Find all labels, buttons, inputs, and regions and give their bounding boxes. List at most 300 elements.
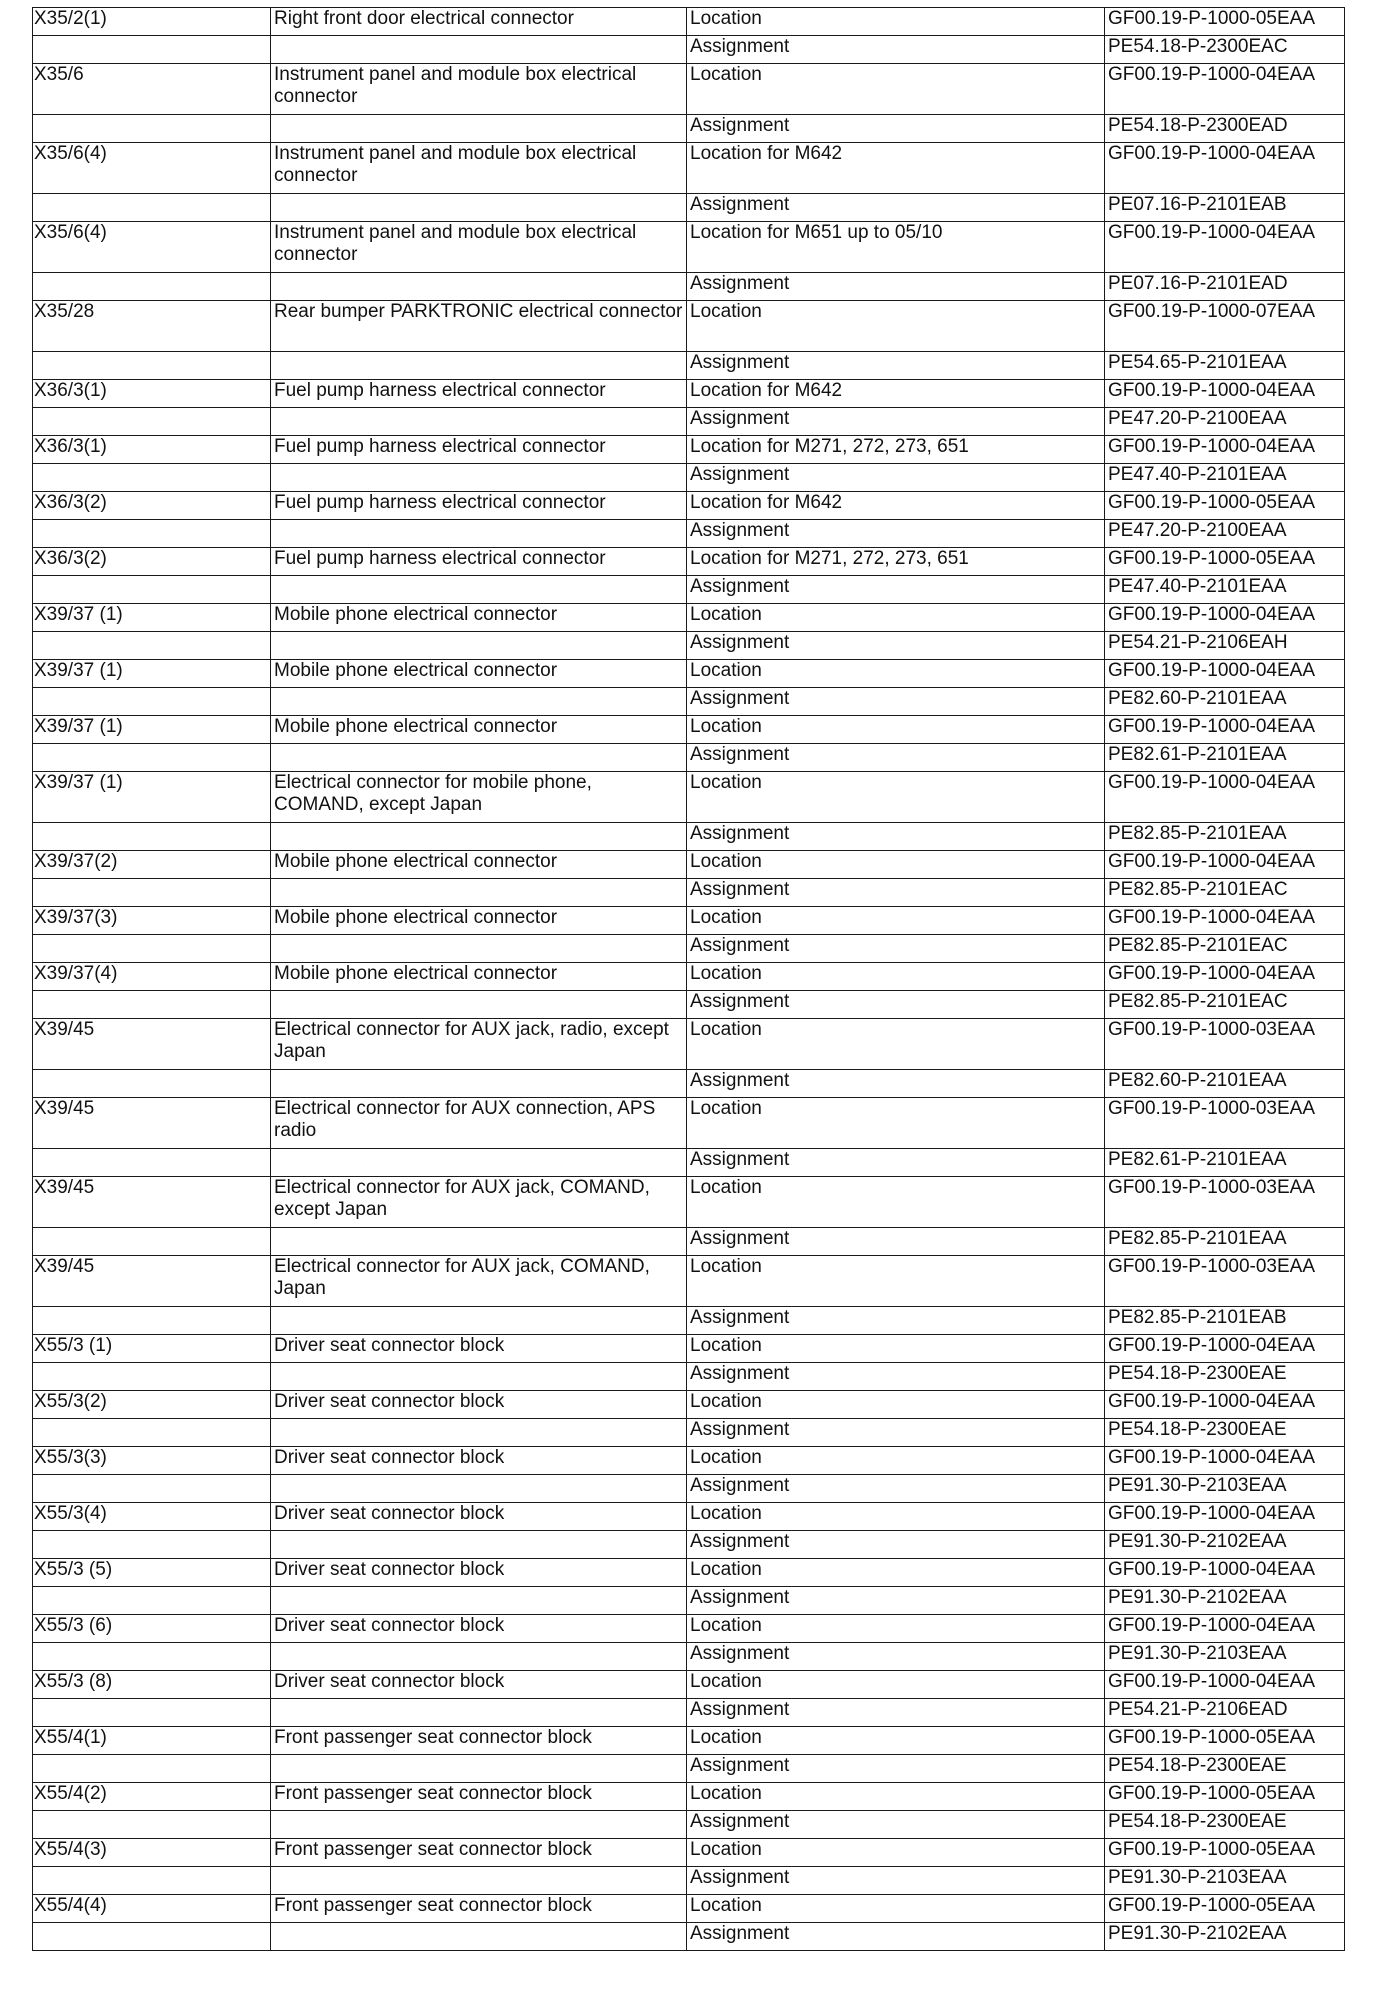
description-cell [271, 744, 687, 772]
component-code-cell: X39/45 [33, 1019, 271, 1070]
description-cell [271, 1307, 687, 1335]
component-code-cell [33, 879, 271, 907]
document-number-cell: GF00.19-P-1000-04EAA [1105, 143, 1345, 194]
component-code-cell: X55/3 (6) [33, 1615, 271, 1643]
document-number-cell: GF00.19-P-1000-04EAA [1105, 907, 1345, 935]
document-number-cell: PE54.21-P-2106EAD [1105, 1699, 1345, 1727]
description-cell [271, 352, 687, 380]
table-row [33, 1256, 1345, 1307]
description-cell: Fuel pump harness electrical connector [271, 436, 687, 464]
document-type-cell: Location [687, 1503, 1105, 1531]
component-code-cell: X39/37(3) [33, 907, 271, 935]
component-code-cell: X39/37 (1) [33, 772, 271, 823]
description-cell [271, 464, 687, 492]
document-number-cell: GF00.19-P-1000-05EAA [1105, 1839, 1345, 1867]
description-cell: Driver seat connector block [271, 1559, 687, 1587]
table-row [33, 660, 1345, 688]
description-cell [271, 520, 687, 548]
table-row [33, 1503, 1345, 1531]
document-number-cell: GF00.19-P-1000-05EAA [1105, 1783, 1345, 1811]
document-number-cell: GF00.19-P-1000-04EAA [1105, 604, 1345, 632]
description-cell: Instrument panel and module box electrical connector [271, 64, 687, 115]
table-row [33, 688, 1345, 716]
component-code-cell: X36/3(1) [33, 380, 271, 408]
table-row [33, 1363, 1345, 1391]
component-code-cell [33, 1811, 271, 1839]
description-cell [271, 408, 687, 436]
document-number-cell: GF00.19-P-1000-04EAA [1105, 1503, 1345, 1531]
description-cell [271, 1811, 687, 1839]
document-type-cell: Location for M651 up to 05/10 [687, 222, 1105, 273]
table-row [33, 1615, 1345, 1643]
component-code-cell: X39/37(2) [33, 851, 271, 879]
table-row [33, 115, 1345, 143]
component-code-cell [33, 688, 271, 716]
document-type-cell: Location [687, 1559, 1105, 1587]
description-cell: Front passenger seat connector block [271, 1895, 687, 1923]
component-code-cell [33, 744, 271, 772]
document-type-cell: Assignment [687, 1755, 1105, 1783]
description-cell [271, 1923, 687, 1951]
table-row [33, 436, 1345, 464]
description-cell: Mobile phone electrical connector [271, 660, 687, 688]
table-row [33, 604, 1345, 632]
document-number-cell: GF00.19-P-1000-03EAA [1105, 1177, 1345, 1228]
table-row [33, 1559, 1345, 1587]
description-cell [271, 1643, 687, 1671]
document-number-cell: PE54.18-P-2300EAE [1105, 1419, 1345, 1447]
document-type-cell: Assignment [687, 1531, 1105, 1559]
description-cell [271, 194, 687, 222]
description-cell: Instrument panel and module box electrical connector [271, 143, 687, 194]
table-row [33, 1727, 1345, 1755]
document-type-cell: Assignment [687, 632, 1105, 660]
document-number-cell: GF00.19-P-1000-05EAA [1105, 548, 1345, 576]
document-number-cell: PE82.85-P-2101EAC [1105, 879, 1345, 907]
document-number-cell: PE54.65-P-2101EAA [1105, 352, 1345, 380]
table-row [33, 1098, 1345, 1149]
table-row [33, 823, 1345, 851]
component-code-cell [33, 991, 271, 1019]
description-cell: Driver seat connector block [271, 1335, 687, 1363]
table-row [33, 1447, 1345, 1475]
table-row [33, 963, 1345, 991]
description-cell [271, 688, 687, 716]
component-code-cell: X55/3 (8) [33, 1671, 271, 1699]
document-number-cell: GF00.19-P-1000-04EAA [1105, 716, 1345, 744]
document-number-cell: GF00.19-P-1000-04EAA [1105, 222, 1345, 273]
document-type-cell: Location [687, 660, 1105, 688]
document-number-cell: GF00.19-P-1000-03EAA [1105, 1256, 1345, 1307]
description-cell [271, 1070, 687, 1098]
table-row [33, 273, 1345, 301]
table-row [33, 352, 1345, 380]
component-code-cell: X36/3(2) [33, 548, 271, 576]
component-code-cell: X35/28 [33, 301, 271, 352]
table-row [33, 1811, 1345, 1839]
description-cell: Front passenger seat connector block [271, 1727, 687, 1755]
document-number-cell: PE82.60-P-2101EAA [1105, 688, 1345, 716]
component-code-cell: X39/45 [33, 1177, 271, 1228]
description-cell [271, 1149, 687, 1177]
document-number-cell: PE07.16-P-2101EAD [1105, 273, 1345, 301]
description-cell: Mobile phone electrical connector [271, 907, 687, 935]
table-row [33, 1587, 1345, 1615]
document-number-cell: GF00.19-P-1000-05EAA [1105, 492, 1345, 520]
component-code-cell [33, 1643, 271, 1671]
description-cell: Electrical connector for AUX jack, COMAND, except Japan [271, 1177, 687, 1228]
description-cell [271, 991, 687, 1019]
document-number-cell: PE91.30-P-2102EAA [1105, 1923, 1345, 1951]
table-row [33, 1839, 1345, 1867]
table-row [33, 380, 1345, 408]
table-row [33, 1228, 1345, 1256]
document-type-cell: Location [687, 772, 1105, 823]
document-type-cell: Location [687, 1177, 1105, 1228]
document-type-cell: Location [687, 64, 1105, 115]
description-cell: Electrical connector for AUX connection, APS radio [271, 1098, 687, 1149]
description-cell [271, 1755, 687, 1783]
document-number-cell: GF00.19-P-1000-04EAA [1105, 380, 1345, 408]
component-code-cell: X55/4(2) [33, 1783, 271, 1811]
description-cell: Mobile phone electrical connector [271, 963, 687, 991]
document-number-cell: PE54.18-P-2300EAD [1105, 115, 1345, 143]
table-row [33, 1755, 1345, 1783]
component-code-cell [33, 1307, 271, 1335]
component-code-cell [33, 935, 271, 963]
component-code-cell [33, 520, 271, 548]
document-type-cell: Assignment [687, 520, 1105, 548]
document-type-cell: Assignment [687, 1070, 1105, 1098]
document-type-cell: Assignment [687, 879, 1105, 907]
document-number-cell: GF00.19-P-1000-04EAA [1105, 963, 1345, 991]
document-type-cell: Location for M271, 272, 273, 651 [687, 548, 1105, 576]
document-type-cell: Assignment [687, 991, 1105, 1019]
document-type-cell: Location [687, 1256, 1105, 1307]
document-type-cell: Location for M271, 272, 273, 651 [687, 436, 1105, 464]
table-row [33, 1895, 1345, 1923]
document-type-cell: Assignment [687, 823, 1105, 851]
description-cell: Electrical connector for mobile phone, COMAND, except Japan [271, 772, 687, 823]
document-type-cell: Location [687, 1391, 1105, 1419]
document-type-cell: Location [687, 1727, 1105, 1755]
description-cell [271, 1475, 687, 1503]
table-row [33, 1070, 1345, 1098]
document-number-cell: PE54.18-P-2300EAE [1105, 1363, 1345, 1391]
document-type-cell: Location [687, 301, 1105, 352]
document-number-cell: PE54.18-P-2300EAE [1105, 1811, 1345, 1839]
document-type-cell: Assignment [687, 576, 1105, 604]
document-type-cell: Location [687, 1098, 1105, 1149]
component-code-cell: X55/3 (1) [33, 1335, 271, 1363]
table-row [33, 1923, 1345, 1951]
component-code-cell: X39/45 [33, 1098, 271, 1149]
document-type-cell: Assignment [687, 408, 1105, 436]
description-cell: Mobile phone electrical connector [271, 604, 687, 632]
table-row [33, 1643, 1345, 1671]
component-code-cell: X39/37 (1) [33, 660, 271, 688]
table-row [33, 716, 1345, 744]
description-cell [271, 1419, 687, 1447]
component-code-cell [33, 194, 271, 222]
table-row [33, 1019, 1345, 1070]
document-type-cell: Assignment [687, 1867, 1105, 1895]
description-cell: Driver seat connector block [271, 1615, 687, 1643]
document-type-cell: Assignment [687, 1923, 1105, 1951]
description-cell: Instrument panel and module box electrical connector [271, 222, 687, 273]
document-number-cell: PE82.61-P-2101EAA [1105, 744, 1345, 772]
component-code-cell: X39/45 [33, 1256, 271, 1307]
document-number-cell: GF00.19-P-1000-04EAA [1105, 1559, 1345, 1587]
component-code-cell: X36/3(1) [33, 436, 271, 464]
document-type-cell: Assignment [687, 1419, 1105, 1447]
document-number-cell: PE07.16-P-2101EAB [1105, 194, 1345, 222]
component-code-cell [33, 1587, 271, 1615]
document-number-cell: GF00.19-P-1000-03EAA [1105, 1098, 1345, 1149]
table-row [33, 632, 1345, 660]
component-code-cell [33, 36, 271, 64]
description-cell: Driver seat connector block [271, 1671, 687, 1699]
document-number-cell: GF00.19-P-1000-04EAA [1105, 1671, 1345, 1699]
table-row [33, 1149, 1345, 1177]
document-type-cell: Assignment [687, 115, 1105, 143]
description-cell: Front passenger seat connector block [271, 1839, 687, 1867]
component-code-cell: X55/3(4) [33, 1503, 271, 1531]
document-number-cell: GF00.19-P-1000-07EAA [1105, 301, 1345, 352]
description-cell [271, 935, 687, 963]
description-cell: Rear bumper PARKTRONIC electrical connector [271, 301, 687, 352]
description-cell [271, 1228, 687, 1256]
component-code-cell: X55/3(3) [33, 1447, 271, 1475]
document-type-cell: Assignment [687, 273, 1105, 301]
document-type-cell: Location [687, 851, 1105, 879]
table-row [33, 1391, 1345, 1419]
description-cell: Right front door electrical connector [271, 8, 687, 36]
document-type-cell: Location for M642 [687, 492, 1105, 520]
document-type-cell: Location [687, 1335, 1105, 1363]
description-cell [271, 1531, 687, 1559]
table-row [33, 851, 1345, 879]
component-code-cell: X35/6(4) [33, 143, 271, 194]
description-cell: Electrical connector for AUX jack, COMAND, Japan [271, 1256, 687, 1307]
component-code-cell [33, 1228, 271, 1256]
component-code-cell [33, 576, 271, 604]
table-row [33, 222, 1345, 273]
component-code-cell [33, 1531, 271, 1559]
component-code-cell [33, 1867, 271, 1895]
table-row [33, 1419, 1345, 1447]
document-type-cell: Assignment [687, 1587, 1105, 1615]
component-code-cell: X39/37 (1) [33, 716, 271, 744]
document-number-cell: PE82.85-P-2101EAC [1105, 935, 1345, 963]
table-row [33, 520, 1345, 548]
description-cell [271, 1867, 687, 1895]
document-number-cell: GF00.19-P-1000-04EAA [1105, 436, 1345, 464]
table-row [33, 8, 1345, 36]
table-row [33, 492, 1345, 520]
document-type-cell: Assignment [687, 1643, 1105, 1671]
description-cell: Front passenger seat connector block [271, 1783, 687, 1811]
description-cell: Mobile phone electrical connector [271, 851, 687, 879]
document-type-cell: Assignment [687, 1811, 1105, 1839]
component-code-cell: X55/4(4) [33, 1895, 271, 1923]
component-code-cell [33, 408, 271, 436]
table-row [33, 301, 1345, 352]
table-row [33, 1699, 1345, 1727]
document-type-cell: Assignment [687, 194, 1105, 222]
table-row [33, 1475, 1345, 1503]
component-code-cell: X55/3(2) [33, 1391, 271, 1419]
component-code-cell: X35/6(4) [33, 222, 271, 273]
table-row [33, 772, 1345, 823]
document-number-cell: PE82.85-P-2101EAB [1105, 1307, 1345, 1335]
document-number-cell: PE91.30-P-2102EAA [1105, 1531, 1345, 1559]
component-code-cell [33, 1419, 271, 1447]
document-type-cell: Location [687, 1839, 1105, 1867]
document-type-cell: Location [687, 1671, 1105, 1699]
description-cell [271, 273, 687, 301]
table-row [33, 1307, 1345, 1335]
table-row [33, 464, 1345, 492]
document-type-cell: Location [687, 907, 1105, 935]
document-number-cell: GF00.19-P-1000-04EAA [1105, 772, 1345, 823]
component-code-cell: X55/4(1) [33, 1727, 271, 1755]
document-number-cell: GF00.19-P-1000-04EAA [1105, 1447, 1345, 1475]
document-number-cell: GF00.19-P-1000-05EAA [1105, 8, 1345, 36]
component-code-cell [33, 1699, 271, 1727]
description-cell: Driver seat connector block [271, 1391, 687, 1419]
document-type-cell: Location for M642 [687, 380, 1105, 408]
document-number-cell: GF00.19-P-1000-04EAA [1105, 1335, 1345, 1363]
component-code-cell [33, 464, 271, 492]
document-type-cell: Location [687, 716, 1105, 744]
description-cell [271, 1363, 687, 1391]
description-cell: Fuel pump harness electrical connector [271, 548, 687, 576]
document-type-cell: Location [687, 1447, 1105, 1475]
component-code-cell [33, 1755, 271, 1783]
document-number-cell: GF00.19-P-1000-04EAA [1105, 64, 1345, 115]
document-number-cell: PE91.30-P-2103EAA [1105, 1867, 1345, 1895]
document-type-cell: Location [687, 1783, 1105, 1811]
description-cell [271, 36, 687, 64]
document-type-cell: Assignment [687, 352, 1105, 380]
document-number-cell: GF00.19-P-1000-04EAA [1105, 1391, 1345, 1419]
document-type-cell: Location [687, 1895, 1105, 1923]
document-type-cell: Assignment [687, 1149, 1105, 1177]
document-number-cell: GF00.19-P-1000-04EAA [1105, 1615, 1345, 1643]
document-number-cell: PE91.30-P-2103EAA [1105, 1643, 1345, 1671]
component-code-cell: X39/37(4) [33, 963, 271, 991]
table-body [33, 8, 1345, 1951]
document-type-cell: Assignment [687, 36, 1105, 64]
component-code-cell: X36/3(2) [33, 492, 271, 520]
table-row [33, 1531, 1345, 1559]
document-type-cell: Assignment [687, 935, 1105, 963]
component-code-cell: X35/2(1) [33, 8, 271, 36]
component-code-cell: X39/37 (1) [33, 604, 271, 632]
component-code-cell [33, 1923, 271, 1951]
component-code-cell [33, 1070, 271, 1098]
document-number-cell: PE47.20-P-2100EAA [1105, 520, 1345, 548]
table-row [33, 907, 1345, 935]
table-row [33, 194, 1345, 222]
document-number-cell: PE54.21-P-2106EAH [1105, 632, 1345, 660]
table-row [33, 1783, 1345, 1811]
document-number-cell: PE47.40-P-2101EAA [1105, 576, 1345, 604]
document-number-cell: PE54.18-P-2300EAE [1105, 1755, 1345, 1783]
description-cell: Driver seat connector block [271, 1503, 687, 1531]
document-type-cell: Location [687, 604, 1105, 632]
description-cell: Driver seat connector block [271, 1447, 687, 1475]
description-cell [271, 632, 687, 660]
description-cell: Fuel pump harness electrical connector [271, 492, 687, 520]
table-row [33, 1867, 1345, 1895]
document-type-cell: Assignment [687, 464, 1105, 492]
table-row [33, 1335, 1345, 1363]
table-row [33, 1177, 1345, 1228]
document-type-cell: Location for M642 [687, 143, 1105, 194]
component-code-cell: X55/4(3) [33, 1839, 271, 1867]
description-cell: Mobile phone electrical connector [271, 716, 687, 744]
table-row [33, 143, 1345, 194]
description-cell [271, 823, 687, 851]
description-cell [271, 1587, 687, 1615]
document-number-cell: PE54.18-P-2300EAC [1105, 36, 1345, 64]
description-cell [271, 115, 687, 143]
document-number-cell: PE91.30-P-2102EAA [1105, 1587, 1345, 1615]
description-cell [271, 1699, 687, 1727]
document-type-cell: Assignment [687, 1307, 1105, 1335]
document-type-cell: Location [687, 1615, 1105, 1643]
document-number-cell: GF00.19-P-1000-04EAA [1105, 660, 1345, 688]
document-type-cell: Assignment [687, 1475, 1105, 1503]
table-row [33, 935, 1345, 963]
component-code-cell [33, 352, 271, 380]
document-type-cell: Location [687, 1019, 1105, 1070]
table-row [33, 744, 1345, 772]
component-code-cell [33, 632, 271, 660]
table-row [33, 991, 1345, 1019]
document-type-cell: Location [687, 8, 1105, 36]
connector-reference-table [32, 7, 1345, 1951]
description-cell [271, 576, 687, 604]
document-number-cell: GF00.19-P-1000-05EAA [1105, 1727, 1345, 1755]
component-code-cell [33, 1149, 271, 1177]
table-row [33, 879, 1345, 907]
component-code-cell [33, 115, 271, 143]
document-number-cell: PE82.85-P-2101EAA [1105, 823, 1345, 851]
document-number-cell: PE47.40-P-2101EAA [1105, 464, 1345, 492]
document-type-cell: Location [687, 963, 1105, 991]
document-type-cell: Assignment [687, 1363, 1105, 1391]
document-type-cell: Assignment [687, 688, 1105, 716]
document-number-cell: GF00.19-P-1000-04EAA [1105, 851, 1345, 879]
document-number-cell: PE82.61-P-2101EAA [1105, 1149, 1345, 1177]
component-code-cell [33, 273, 271, 301]
document-type-cell: Assignment [687, 1699, 1105, 1727]
table-row [33, 36, 1345, 64]
document-number-cell: PE82.85-P-2101EAC [1105, 991, 1345, 1019]
component-code-cell [33, 823, 271, 851]
table-row [33, 548, 1345, 576]
component-code-cell: X55/3 (5) [33, 1559, 271, 1587]
document-number-cell: PE47.20-P-2100EAA [1105, 408, 1345, 436]
document-number-cell: GF00.19-P-1000-05EAA [1105, 1895, 1345, 1923]
component-code-cell: X35/6 [33, 64, 271, 115]
table-row [33, 408, 1345, 436]
table-row [33, 64, 1345, 115]
document-number-cell: PE91.30-P-2103EAA [1105, 1475, 1345, 1503]
